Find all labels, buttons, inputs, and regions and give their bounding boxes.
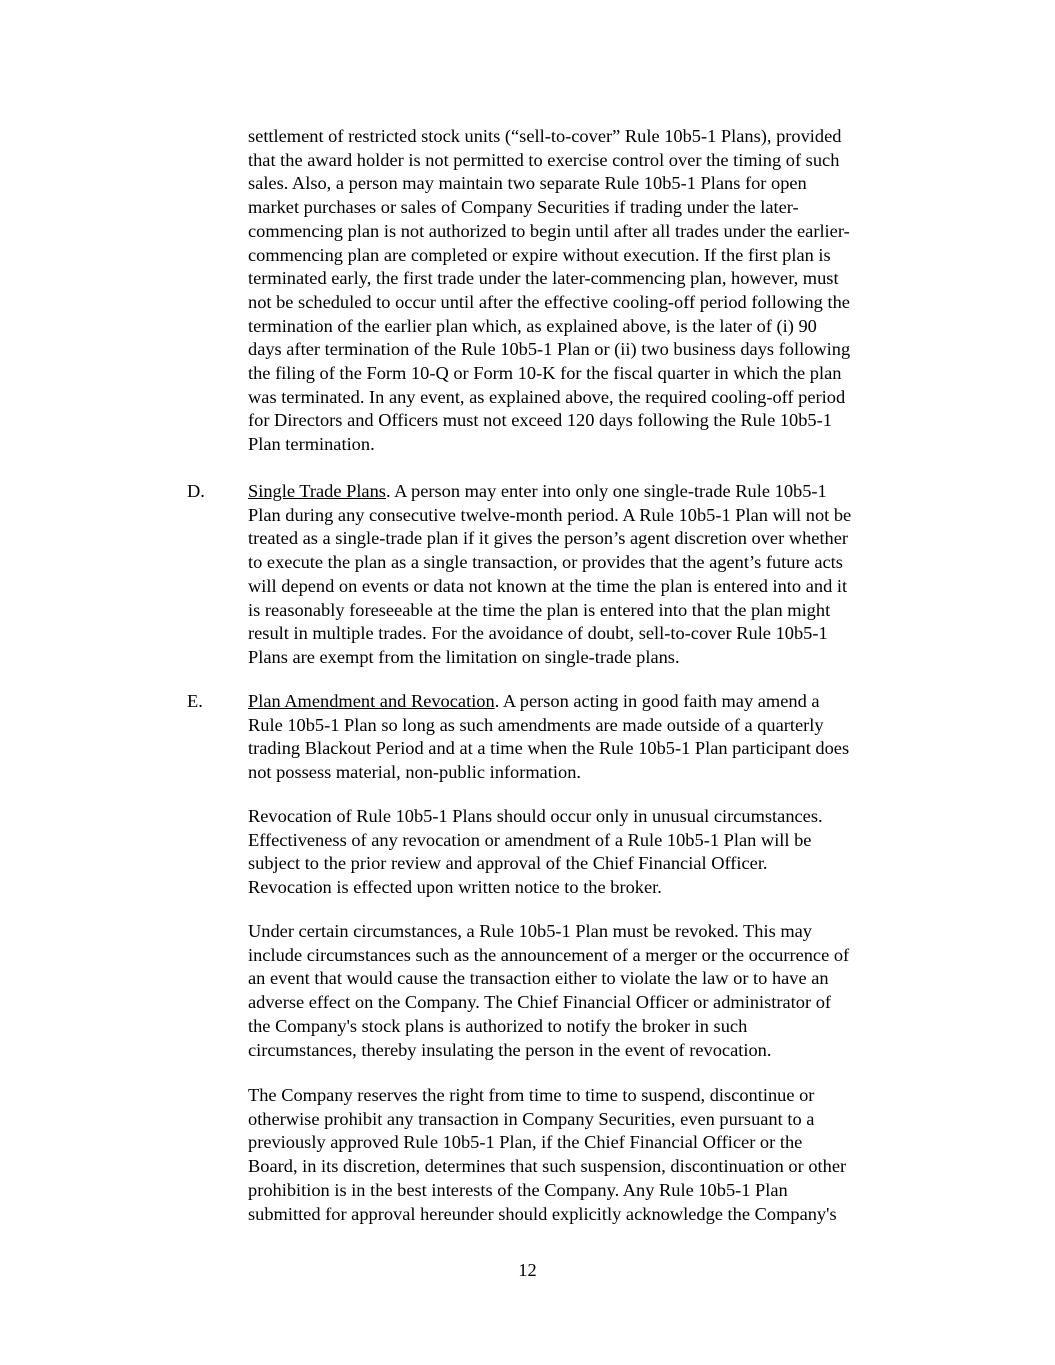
section-marker-d: D. [187, 481, 205, 501]
text-line: Plan termination. [248, 434, 375, 455]
text-line: Rule 10b5-1 Plan so long as such amendments are made outside of a quarterly [248, 714, 824, 735]
text-line: Board, in its discretion, determines that such suspension, discontinuation or other [248, 1156, 847, 1177]
text-line: Plan during any consecutive twelve-month period. A Rule 10b5-1 Plan will not be [248, 504, 852, 525]
intro-paragraph [248, 125, 948, 457]
text-line: commencing plan are completed or expire without execution. If the first plan is [248, 244, 831, 265]
revocation-paragraph [248, 805, 948, 900]
text-line: otherwise prohibit any transaction in Company Securities, even pursuant to a [248, 1108, 815, 1129]
text-line: not possess material, non-public information. [248, 762, 582, 783]
text-line: submitted for approval hereunder should explicitly acknowledge the Company's [248, 1203, 837, 1224]
text-line: subject to the prior review and approval of the Chief Financial Officer. [248, 853, 768, 874]
text-line: terminated early, the first trade under the later-commencing plan, however, must [248, 268, 839, 289]
text-line: settlement of restricted stock units (“sell-to-cover” Rule 10b5-1 Plans), provided [248, 126, 842, 146]
text-line: was terminated. In any event, as explained above, the required cooling-off period [248, 386, 846, 407]
text-line: is reasonably foreseeable at the time the plan is entered into that the plan might [248, 599, 831, 620]
text-line: not be scheduled to occur until after the effective cooling-off period following the [248, 291, 850, 312]
text-line: the Company's stock plans is authorized to notify the broker in such [248, 1015, 748, 1036]
section-e-first-line: . A person acting in good faith may amend a [494, 691, 820, 711]
text-line: The Company reserves the right from time to time to suspend, discontinue or [248, 1085, 815, 1105]
text-line: Effectiveness of any revocation or amendment of a Rule 10b5-1 Plan will be [248, 829, 812, 850]
text-line: treated as a single-trade plan if it gives the person’s agent discretion over whether [248, 528, 849, 549]
text-line: the filing of the Form 10-Q or Form 10-K for the fiscal quarter in which the plan [248, 363, 842, 384]
text-line: circumstances, thereby insulating the person in the event of revocation. [248, 1039, 772, 1060]
section-d-first-line: . A person may enter into only one single-trade Rule 10b5-1 [385, 481, 827, 501]
section-e-heading: Plan Amendment and Revocation [248, 691, 495, 711]
text-line: result in multiple trades. For the avoidance of doubt, sell-to-cover Rule 10b5-1 [248, 623, 828, 644]
section-marker-e: E. [187, 691, 203, 711]
text-line: for Directors and Officers must not exceed 120 days following the Rule 10b5-1 [248, 410, 832, 431]
text-line: that the award holder is not permitted to exercise control over the timing of such [248, 149, 840, 170]
text-line: Revocation is effected upon written notice to the broker. [248, 877, 662, 898]
text-line: days after termination of the Rule 10b5-1 Plan or (ii) two business days following [248, 339, 851, 360]
text-line [248, 480, 948, 504]
text-line: termination of the earlier plan which, as explained above, is the later of (i) 90 [248, 315, 817, 336]
page-number: 12 [518, 1260, 537, 1280]
text-line: Revocation of Rule 10b5-1 Plans should occur only in unusual circumstances. [248, 806, 823, 826]
text-line: previously approved Rule 10b5-1 Plan, if the Chief Financial Officer or the [248, 1132, 803, 1153]
text-line: sales. Also, a person may maintain two separate Rule 10b5-1 Plans for open [248, 173, 807, 194]
text-line: prohibition is in the best interests of the Company. Any Rule 10b5-1 Plan [248, 1179, 788, 1200]
section-d-paragraph [248, 480, 948, 670]
text-line [248, 690, 948, 714]
text-line: trading Blackout Period and at a time when the Rule 10b5-1 Plan participant does [248, 738, 850, 759]
section-e-paragraph [248, 690, 948, 785]
text-line: include circumstances such as the announcement of a merger or the occurrence of [248, 944, 850, 965]
section-d-heading: Single Trade Plans [248, 481, 386, 501]
circumstances-paragraph [248, 920, 948, 1062]
text-line: Plans are exempt from the limitation on single-trade plans. [248, 646, 680, 667]
text-line: market purchases or sales of Company Securities if trading under the later- [248, 197, 799, 218]
text-line: to execute the plan as a single transaction, or provides that the agent’s future acts [248, 552, 843, 573]
text-line: Under certain circumstances, a Rule 10b5-1 Plan must be revoked. This may [248, 921, 812, 941]
text-line: commencing plan is not authorized to begin until after all trades under the earlier- [248, 220, 850, 241]
text-line: will depend on events or data not known at the time the plan is entered into and it [248, 575, 848, 596]
text-line: an event that would cause the transaction either to violate the law or to have an [248, 968, 829, 989]
text-line: adverse effect on the Company. The Chief Financial Officer or administrator of [248, 992, 832, 1013]
reserves-paragraph [248, 1084, 948, 1226]
